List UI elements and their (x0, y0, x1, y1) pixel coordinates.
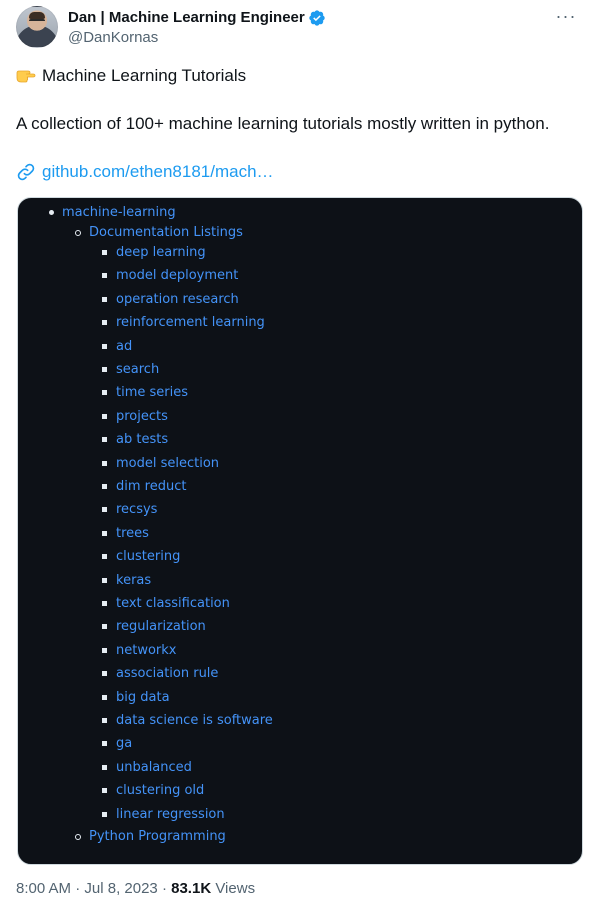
tree-item[interactable]: regularization (116, 619, 206, 635)
tree-item[interactable]: deep learning (116, 245, 206, 260)
tree-item[interactable]: operation research (116, 291, 239, 307)
bullet-square (102, 437, 107, 442)
meta-separator: · (157, 880, 172, 897)
pointing-right-hand-icon (16, 66, 36, 84)
tweet-description: A collection of 100+ machine learning tutorials mostly written in python. (16, 114, 550, 133)
verified-badge-icon (308, 9, 326, 27)
tree-item[interactable]: text classification (116, 596, 230, 611)
more-options-icon[interactable]: ··· (555, 6, 577, 26)
tweet-date[interactable]: Jul 8, 2023 (84, 880, 158, 897)
bullet-disc (49, 210, 54, 215)
bullet-square (102, 671, 107, 676)
bullet-square (102, 320, 107, 325)
bullet-square (102, 390, 107, 395)
bullet-square (102, 297, 107, 302)
bullet-square (102, 507, 107, 512)
bullet-square (102, 578, 107, 583)
tutorial-tree (18, 198, 582, 864)
meta-separator: · (71, 880, 85, 897)
views-count: 83.1K (171, 880, 212, 897)
bullet-square (102, 273, 107, 278)
tree-item[interactable]: ad (116, 338, 133, 354)
tree-item[interactable]: association rule (116, 666, 219, 682)
tweet-header (16, 4, 582, 50)
bullet-circle (75, 230, 81, 236)
bullet-square (102, 788, 107, 793)
avatar[interactable] (16, 6, 58, 48)
tree-item[interactable]: time series (116, 385, 189, 401)
bullet-square (102, 765, 107, 770)
tree-item[interactable]: ab tests (116, 432, 169, 448)
bullet-square (102, 344, 107, 349)
tree-item[interactable]: data science is software (116, 713, 273, 728)
bullet-square (102, 741, 107, 746)
tree-item[interactable]: linear regression (116, 806, 225, 822)
bullet-square (102, 414, 107, 419)
bullet-square (102, 648, 107, 653)
tree-item[interactable]: dim reduct (116, 479, 187, 494)
bullet-circle (75, 834, 81, 840)
views-label: Views (215, 880, 256, 897)
bullet-square (102, 554, 107, 559)
tree-item[interactable]: model deployment (116, 268, 239, 284)
bullet-square (102, 250, 107, 255)
bullet-square (102, 718, 107, 723)
bullet-square (102, 484, 107, 489)
tree-item[interactable]: big data (116, 689, 170, 705)
user-info[interactable] (68, 8, 326, 48)
media-image[interactable] (17, 197, 583, 865)
tree-item[interactable]: trees (116, 525, 149, 541)
bullet-square (102, 531, 107, 536)
bullet-square (102, 367, 107, 372)
tree-item[interactable]: clustering old (116, 783, 205, 799)
tweet-heading: Machine Learning Tutorials (42, 66, 247, 85)
link-icon (16, 162, 36, 182)
tree-item[interactable]: keras (116, 572, 152, 588)
tree-item[interactable]: reinforcement learning (116, 315, 265, 331)
tweet-link[interactable] (16, 161, 274, 183)
bullet-square (102, 695, 107, 700)
bullet-square (102, 461, 107, 466)
tweet-heading-line (16, 65, 246, 87)
handle[interactable]: @DanKornas (68, 29, 159, 46)
tree-section-python[interactable]: Python Programming (89, 829, 226, 844)
tweet-time[interactable]: 8:00 AM (16, 880, 72, 897)
tree-item[interactable]: unbalanced (116, 759, 192, 775)
tree-item[interactable]: search (116, 362, 160, 377)
bullet-square (102, 624, 107, 629)
tree-item[interactable]: recsys (116, 502, 158, 518)
tree-section[interactable]: Documentation Listings (89, 225, 243, 240)
bullet-square (102, 812, 107, 817)
tree-item[interactable]: networkx (116, 642, 177, 658)
tree-root[interactable]: machine-learning (62, 205, 176, 220)
display-name[interactable]: Dan | Machine Learning Engineer (68, 9, 305, 26)
tree-item[interactable]: ga (116, 736, 133, 752)
tree-item[interactable]: model selection (116, 455, 220, 471)
link-text[interactable]: github.com/ethen8181/mach… (42, 162, 274, 181)
bullet-square (102, 601, 107, 606)
tree-item[interactable]: clustering (116, 549, 181, 565)
tree-item[interactable]: projects (116, 408, 168, 424)
tweet-meta (16, 879, 255, 899)
